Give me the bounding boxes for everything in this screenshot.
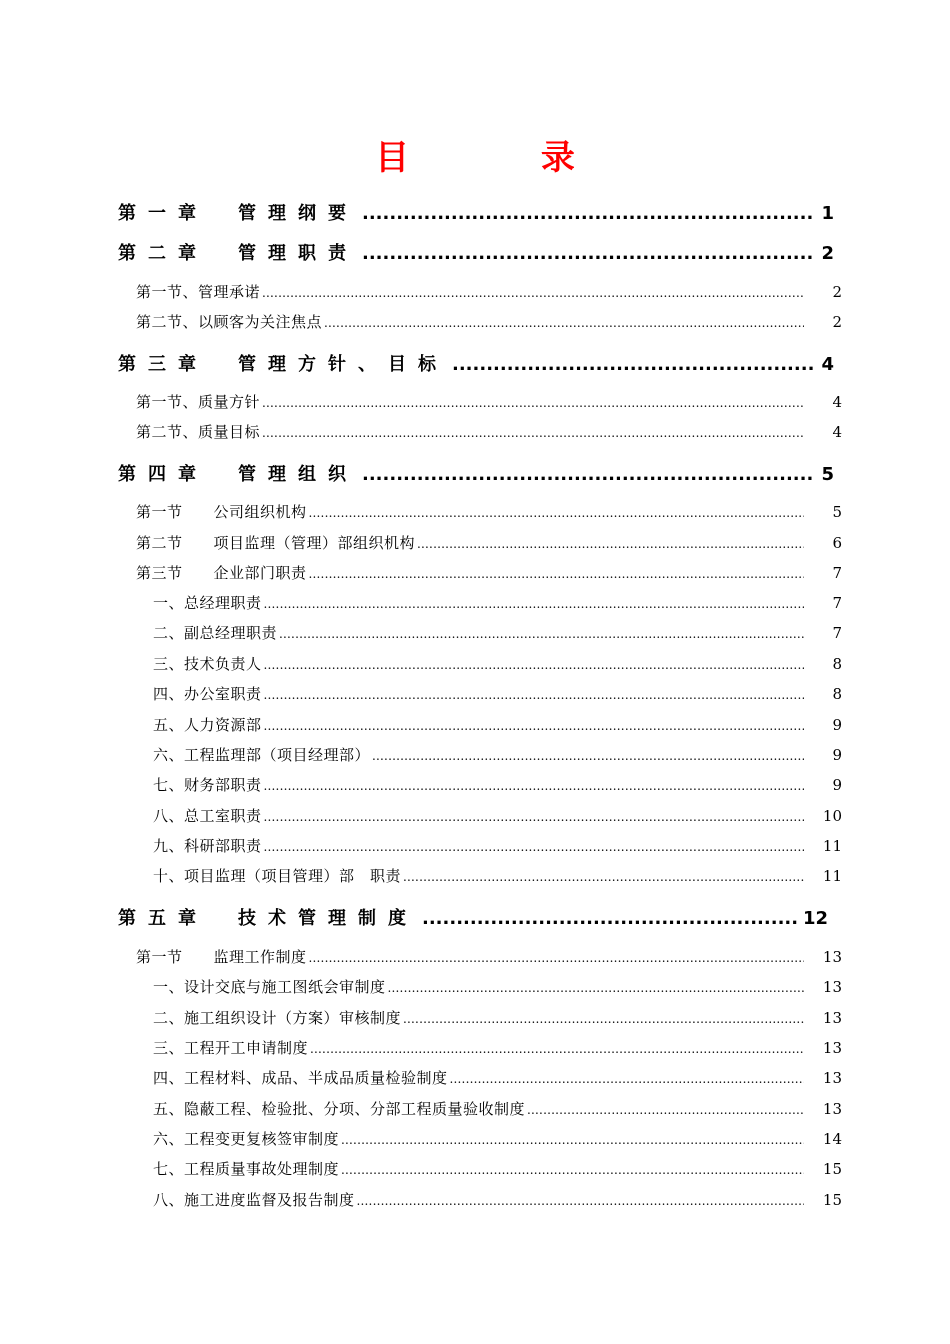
- toc-title: 目 录: [375, 138, 635, 178]
- toc-label: 八、总工室职责: [153, 807, 262, 825]
- toc-page-number: 13: [822, 1039, 842, 1057]
- toc-item[interactable]: [153, 1189, 842, 1211]
- dot-leader: [527, 1103, 804, 1117]
- dot-leader: [264, 688, 804, 702]
- toc-page-number: 14: [822, 1130, 842, 1148]
- toc-section[interactable]: [136, 946, 842, 968]
- dot-leader: [403, 1012, 804, 1026]
- dot-leader: [264, 658, 804, 672]
- dot-leader: [450, 1072, 804, 1086]
- toc-label: 第一节、质量方针: [136, 393, 261, 411]
- toc-label: 五、人力资源部: [153, 716, 262, 734]
- toc-section[interactable]: [136, 421, 842, 443]
- dot-leader: [388, 981, 804, 995]
- dot-leader: [341, 1133, 804, 1147]
- toc-page-number: 5: [832, 503, 842, 521]
- dot-leader: [372, 749, 804, 763]
- toc-item[interactable]: [153, 774, 842, 796]
- toc-item[interactable]: [153, 714, 842, 736]
- toc-page-number: 9: [832, 776, 842, 794]
- toc-chapter-4[interactable]: [118, 460, 834, 486]
- toc-page-number: 2: [832, 283, 842, 301]
- toc-page-number: 2: [832, 313, 842, 331]
- toc-page-number: 12: [802, 908, 828, 929]
- toc-item[interactable]: [153, 805, 842, 827]
- toc-item[interactable]: [153, 1037, 842, 1059]
- toc-item[interactable]: [153, 683, 842, 705]
- toc-chapter-1[interactable]: [118, 199, 834, 225]
- toc-item[interactable]: [153, 744, 842, 766]
- toc-page-number: 7: [832, 624, 842, 642]
- toc-label: 第五章 技术管理制度: [118, 908, 418, 929]
- toc-item[interactable]: [153, 1007, 842, 1029]
- toc-item[interactable]: [153, 1158, 842, 1180]
- toc-label: 七、财务部职责: [153, 776, 262, 794]
- toc-page-number: 13: [822, 1100, 842, 1118]
- dot-leader: [324, 316, 804, 330]
- toc-label: 十、项目监理（项目管理）部 职责: [153, 867, 402, 885]
- toc-page-number: 4: [832, 423, 842, 441]
- dot-leader: [310, 1042, 804, 1056]
- dot-leader: [262, 426, 804, 440]
- toc-label: 三、技术负责人: [153, 655, 262, 673]
- dot-leader: [362, 203, 815, 224]
- toc-label: 六、工程变更复核签审制度: [153, 1130, 340, 1148]
- toc-label: 三、工程开工申请制度: [153, 1039, 309, 1057]
- toc-page-number: 7: [832, 564, 842, 582]
- toc-item[interactable]: [153, 653, 842, 675]
- toc-page-number: 9: [832, 716, 842, 734]
- toc-label: 第一节、管理承诺: [136, 283, 261, 301]
- toc-page-number: 4: [832, 393, 842, 411]
- toc-label: 八、施工进度监督及报告制度: [153, 1191, 355, 1209]
- dot-leader: [362, 464, 815, 485]
- toc-label: 一、总经理职责: [153, 594, 262, 612]
- toc-section[interactable]: [136, 281, 842, 303]
- toc-label: 第二章 管理职责: [118, 243, 358, 264]
- toc-item[interactable]: [153, 1128, 842, 1150]
- toc-page-number: 9: [832, 746, 842, 764]
- toc-chapter-5[interactable]: [118, 904, 828, 930]
- toc-page-number: 11: [822, 837, 842, 855]
- toc-item[interactable]: [153, 865, 842, 887]
- toc-section[interactable]: [136, 562, 842, 584]
- dot-leader: [262, 286, 804, 300]
- toc-section[interactable]: [136, 311, 842, 333]
- toc-label: 第二节、以顾客为关注焦点: [136, 313, 323, 331]
- toc-page-number: 2: [821, 243, 834, 264]
- toc-item[interactable]: [153, 592, 842, 614]
- toc-item[interactable]: [153, 1098, 842, 1120]
- toc-label: 一、设计交底与施工图纸会审制度: [153, 978, 386, 996]
- toc-item[interactable]: [153, 622, 842, 644]
- dot-leader: [362, 243, 815, 264]
- toc-item[interactable]: [153, 1067, 842, 1089]
- toc-label: 第二节 项目监理（管理）部组织机构: [136, 534, 416, 552]
- dot-leader: [417, 537, 804, 551]
- toc-label: 七、工程质量事故处理制度: [153, 1160, 340, 1178]
- toc-page-number: 15: [822, 1191, 842, 1209]
- toc-page-number: 8: [832, 655, 842, 673]
- toc-label: 第三节 企业部门职责: [136, 564, 307, 582]
- toc-page-number: 13: [822, 1069, 842, 1087]
- toc-page-number: 15: [822, 1160, 842, 1178]
- toc-item[interactable]: [153, 835, 842, 857]
- toc-page-number: 1: [821, 203, 834, 224]
- toc-label: 四、工程材料、成品、半成品质量检验制度: [153, 1069, 448, 1087]
- dot-leader: [422, 908, 797, 929]
- toc-page-number: 4: [821, 354, 834, 375]
- toc-label: 五、隐蔽工程、检验批、分项、分部工程质量验收制度: [153, 1100, 526, 1118]
- toc-page-number: 13: [822, 948, 842, 966]
- toc-page-number: 8: [832, 685, 842, 703]
- toc-page-number: 6: [832, 534, 842, 552]
- toc-page-number: 5: [821, 464, 834, 485]
- toc-label: 九、科研部职责: [153, 837, 262, 855]
- toc-section[interactable]: [136, 532, 842, 554]
- toc-section[interactable]: [136, 501, 842, 523]
- dot-leader: [264, 779, 804, 793]
- toc-page-number: 7: [832, 594, 842, 612]
- toc-chapter-3[interactable]: [118, 350, 834, 376]
- dot-leader: [403, 870, 804, 884]
- toc-label: 六、工程监理部（项目经理部）: [153, 746, 371, 764]
- dot-leader: [264, 597, 804, 611]
- dot-leader: [309, 506, 804, 520]
- dot-leader: [309, 951, 804, 965]
- toc-label: 第一章 管理纲要: [118, 203, 358, 224]
- dot-leader: [262, 396, 804, 410]
- dot-leader: [309, 567, 804, 581]
- dot-leader: [264, 719, 804, 733]
- toc-item[interactable]: [153, 976, 842, 998]
- dot-leader: [264, 810, 804, 824]
- toc-page-number: 10: [822, 807, 842, 825]
- toc-label: 第二节、质量目标: [136, 423, 261, 441]
- dot-leader: [279, 627, 804, 641]
- toc-label: 二、副总经理职责: [153, 624, 278, 642]
- dot-leader: [341, 1163, 804, 1177]
- toc-page-number: 11: [822, 867, 842, 885]
- toc-page-number: 13: [822, 978, 842, 996]
- toc-page-number: 13: [822, 1009, 842, 1027]
- toc-label: 第一节 公司组织机构: [136, 503, 307, 521]
- toc-chapter-2[interactable]: [118, 239, 834, 265]
- toc-label: 二、施工组织设计（方案）审核制度: [153, 1009, 402, 1027]
- toc-label: 第三章 管理方针、目标: [118, 354, 448, 375]
- dot-leader: [357, 1194, 804, 1208]
- toc-label: 第一节 监理工作制度: [136, 948, 307, 966]
- dot-leader: [264, 840, 804, 854]
- toc-section[interactable]: [136, 391, 842, 413]
- toc-label: 四、办公室职责: [153, 685, 262, 703]
- toc-label: 第四章 管理组织: [118, 464, 358, 485]
- dot-leader: [452, 354, 815, 375]
